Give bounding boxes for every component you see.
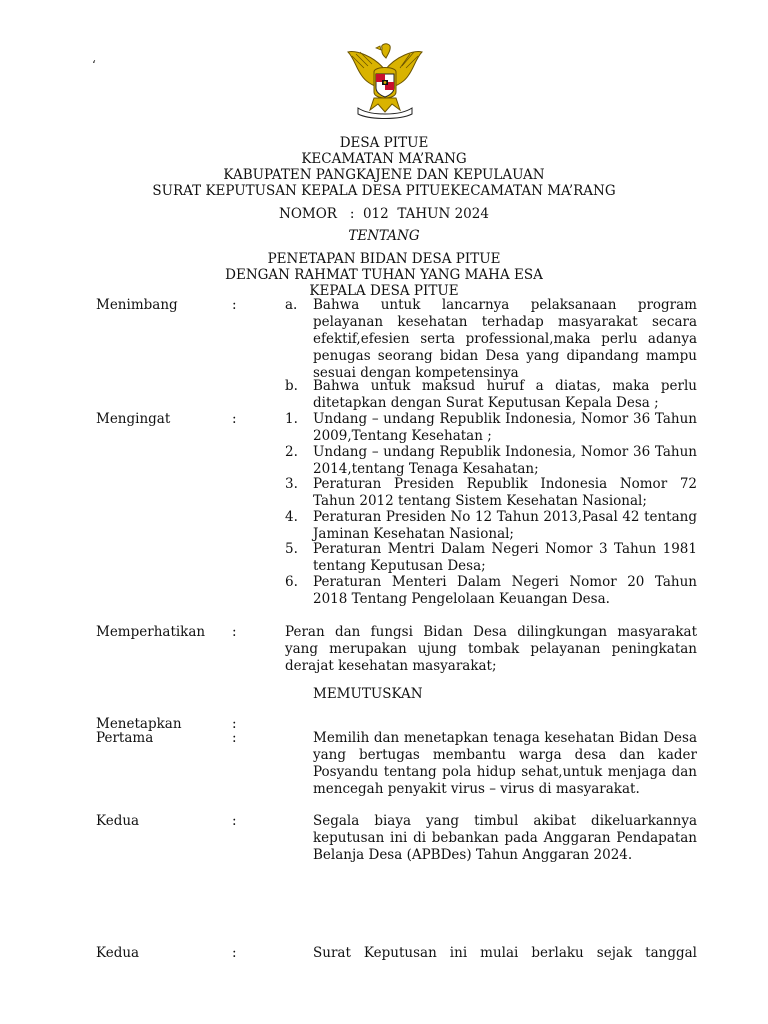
ketiga-label: Kedua: [96, 945, 140, 961]
mengingat-point-2: Undang – undang Republik Indonesia, Nomor 36 Tahun 2014,tentang Tenaga Kesahatan;: [313, 444, 697, 477]
menimbang-point-b: Bahwa untuk maksud huruf a diatas, maka perlu ditetapkan dengan Surat Keputusan Kepala Desa ;: [313, 378, 697, 411]
ketiga-text: Surat Keputusan ini mulai berlaku sejak tanggal: [313, 945, 697, 961]
menetapkan-label: Menetapkan: [96, 716, 182, 732]
mengingat-marker-3: 3.: [285, 476, 298, 492]
menimbang-label: Menimbang: [96, 297, 178, 313]
kedua-label: Kedua: [96, 813, 140, 829]
stray-mark: ‘: [92, 58, 96, 72]
decree-title: SURAT KEPUTUSAN KEPALA DESA PITUEKECAMATAN MA’RANG: [152, 183, 616, 199]
mengingat-point-5: Peraturan Mentri Dalam Negeri Nomor 3 Tahun 1981 tentang Keputusan Desa;: [313, 541, 697, 574]
mengingat-colon: :: [232, 411, 237, 427]
garuda-emblem-icon: [344, 42, 426, 122]
blessing-line: DENGAN RAHMAT TUHAN YANG MAHA ESA: [225, 267, 543, 283]
menimbang-marker-a: a.: [285, 297, 298, 313]
memperhatikan-label: Memperhatikan: [96, 624, 206, 640]
memutuskan-heading: MEMUTUSKAN: [313, 686, 423, 702]
village-name: DESA PITUE: [339, 135, 429, 151]
regency-name: KABUPATEN PANGKAJENE DAN KEPULAUAN: [223, 167, 545, 183]
mengingat-marker-6: 6.: [285, 574, 298, 590]
menetapkan-colon: :: [232, 716, 237, 732]
menimbang-marker-b: b.: [285, 378, 298, 394]
mengingat-marker-4: 4.: [285, 509, 298, 525]
mengingat-marker-2: 2.: [285, 444, 298, 460]
mengingat-point-1: Undang – undang Republik Indonesia, Nomor 36 Tahun 2009,Tentang Kesehatan ;: [313, 411, 697, 444]
mengingat-label: Mengingat: [96, 411, 171, 427]
pertama-text: Memilih dan menetapkan tenaga kesehatan Bidan Desa yang bertugas membantu warga desa dan kader Posyandu tentang pola hidup sehat,untuk menjaga dan mencegah penyakit virus – virus di masyarakat.: [313, 730, 697, 797]
mengingat-point-6: Peraturan Menteri Dalam Negeri Nomor 20 Tahun 2018 Tentang Pengelolaan Keuangan Desa.: [313, 574, 697, 607]
menimbang-point-a: Bahwa untuk lancarnya pelaksanaan program pelayanan kesehatan terhadap masyarakat secara efektif,efesien serta professional,maka perlu adanya penugas seorang bidan Desa yang dipandang mampu sesuai dengan kompetensinya: [313, 297, 697, 381]
about-heading: TENTANG: [348, 228, 420, 244]
kedua-colon: :: [232, 813, 237, 829]
memperhatikan-colon: :: [232, 624, 237, 640]
decree-number: NOMOR : 012 TAHUN 2024: [279, 206, 489, 222]
kedua-text: Segala biaya yang timbul akibat dikeluarkannya keputusan ini di bebankan pada Anggaran Pendapatan Belanja Desa (APBDes) Tahun Anggaran 2024.: [313, 813, 697, 863]
pertama-colon: :: [232, 730, 237, 746]
memperhatikan-text: Peran dan fungsi Bidan Desa dilingkungan masyarakat yang merupakan ujung tombak pelayanan peningkatan derajat kesehatan masyarakat;: [285, 624, 697, 674]
ketiga-colon: :: [232, 945, 237, 961]
district-name: KECAMATAN MA’RANG: [301, 151, 467, 167]
menimbang-colon: :: [232, 297, 237, 313]
mengingat-point-4: Peraturan Presiden No 12 Tahun 2013,Pasal 42 tentang Jaminan Kesehatan Nasional;: [313, 509, 697, 542]
mengingat-point-3: Peraturan Presiden Republik Indonesia Nomor 72 Tahun 2012 tentang Sistem Kesehatan Nasional;: [313, 476, 697, 509]
pertama-label: Pertama: [96, 730, 154, 746]
mengingat-marker-1: 1.: [285, 411, 298, 427]
issuer-title: KEPALA DESA PITUE: [309, 283, 459, 299]
mengingat-marker-5: 5.: [285, 541, 298, 557]
decree-subject: PENETAPAN BIDAN DESA PITUE: [267, 251, 501, 267]
